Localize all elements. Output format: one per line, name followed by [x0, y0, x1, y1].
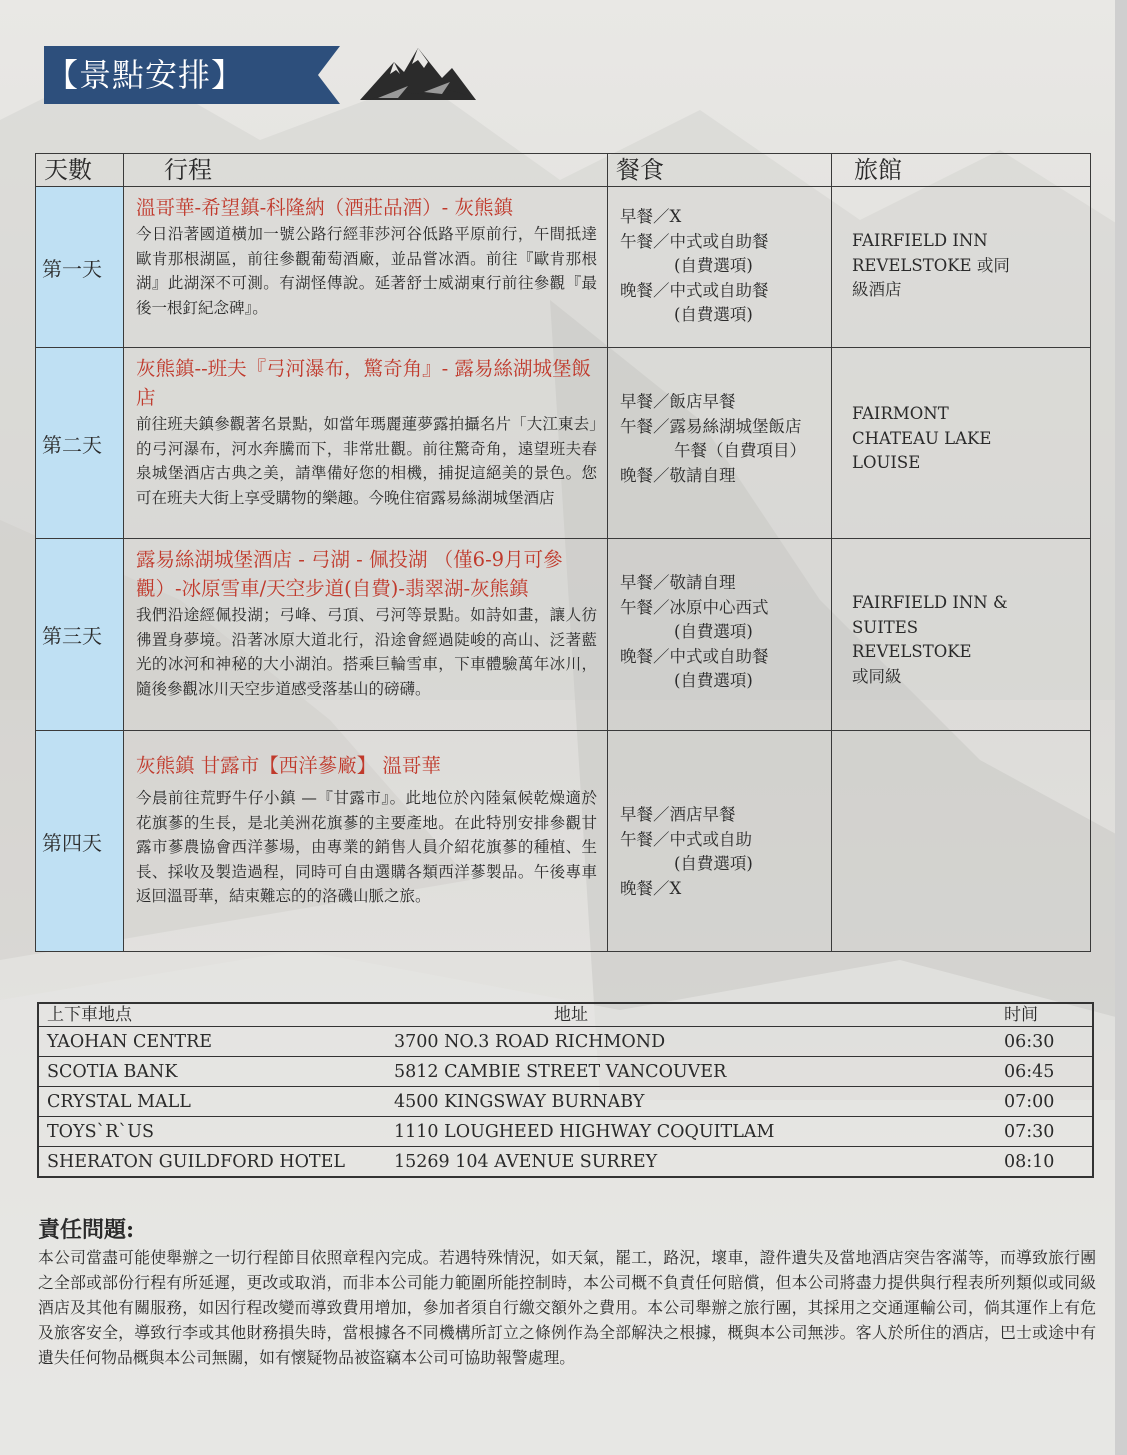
pickup-header-time: 时间 — [996, 1003, 1093, 1027]
hotel-line: CHATEAU LAKE — [852, 428, 992, 448]
day-label: 第一天 — [36, 187, 124, 348]
header-meals: 餐食 — [608, 154, 832, 187]
plan-cell — [124, 187, 608, 348]
meal-line: 午餐／中式或自助 — [620, 829, 752, 849]
pickup-header-address: 地址 — [386, 1003, 996, 1027]
meal-line: 午餐（自費項目） — [674, 441, 806, 460]
pickup-address: 15269 104 AVENUE SURREY — [386, 1147, 996, 1178]
pickup-location: TOYS`R`US — [38, 1117, 386, 1147]
meal-line: (自費選項) — [674, 305, 753, 324]
hotel-line: LOUISE — [852, 453, 921, 472]
hotel-line: FAIRFIELD INN — [852, 231, 988, 250]
pickup-location: CRYSTAL MALL — [38, 1087, 386, 1117]
pickup-row — [38, 1087, 1093, 1117]
pickup-row — [38, 1147, 1093, 1178]
meals-cell — [608, 187, 832, 348]
day-label: 第四天 — [36, 731, 124, 952]
meal-line: 早餐／敬請自理 — [620, 573, 736, 592]
pickup-time: 06:45 — [996, 1057, 1093, 1087]
meal-line: (自費選項) — [674, 256, 753, 275]
itinerary-row — [36, 187, 1091, 348]
itinerary-header-row — [36, 154, 1091, 187]
hotel-line: 級酒店 — [852, 280, 902, 299]
pickup-time: 07:30 — [996, 1117, 1093, 1147]
header-day: 天數 — [36, 154, 124, 187]
day-label: 第二天 — [36, 348, 124, 539]
pickup-time: 06:30 — [996, 1027, 1093, 1057]
pickup-address: 4500 KINGSWAY BURNABY — [386, 1087, 996, 1117]
itinerary-row — [36, 348, 1091, 539]
pickup-row — [38, 1057, 1093, 1087]
plan-cell — [124, 731, 608, 952]
section-title: 【景點安排】 — [46, 56, 245, 94]
plan-description: 我們沿途經佩投湖；弓峰、弓頂、弓河等景點。如詩如畫，讓人彷彿置身夢境。沿著冰原大道北行，沿途會經過陡峻的高山、泛著藍光的冰河和神秘的大小湖泊。搭乘巨輪雪車，下車體驗萬年冰川，隨後參觀冰川天空步道感受落基山的磅礴。 — [136, 606, 597, 698]
meal-line: 午餐／中式或自助餐 — [620, 231, 769, 251]
pickup-location: SCOTIA BANK — [38, 1057, 386, 1087]
mountain-icon — [358, 44, 478, 104]
hotel-cell — [832, 731, 1091, 952]
pickup-location: YAOHAN CENTRE — [38, 1027, 386, 1057]
meal-line: 早餐／飯店早餐 — [620, 392, 736, 411]
pickup-header-row — [38, 1003, 1093, 1027]
meal-line: (自費選項) — [674, 854, 753, 873]
meal-line: 晚餐／中式或自助餐 — [620, 280, 769, 300]
pickup-location: SHERATON GUILDFORD HOTEL — [38, 1147, 386, 1178]
pickup-row — [38, 1027, 1093, 1057]
pickup-time: 07:00 — [996, 1087, 1093, 1117]
pickup-address: 3700 NO.3 ROAD RICHMOND — [386, 1027, 996, 1057]
hotel-cell — [832, 539, 1091, 731]
itinerary-table — [35, 153, 1091, 952]
hotel-line: FAIRFIELD INN & — [852, 593, 1008, 612]
meal-line: 晚餐／中式或自助餐 — [620, 646, 769, 666]
responsibility-text: 本公司當盡可能使舉辦之一切行程節目依照章程內完成。若遇特殊情況，如天氣，罷工，路況，壞車，證件遺失及當地酒店突告客滿等，而導致旅行團之全部或部份行程有所延遲，更改或取消，而非本公司能力範圍所能控制時，本公司概不負責任何賠償，但本公司將盡力提供與行程表所列類似或同級酒店及其他有關服務，如因行程改變而導致費用增加，參加者須自行繳交額外之費用。本公司舉辦之旅行團，其採用之交通運輸公司，倘其運作上有危及旅客安全，導致行李或其他財務損失時，當根據各不同機構所訂立之條例作為全部解決之根據，概與本公司無涉。客人於所住的酒店，巴士或途中有遺失任何物品概與本公司無關，如有懷疑物品被盜竊本公司可協助報警處理。 — [38, 1248, 1096, 1367]
pickup-address: 1110 LOUGHEED HIGHWAY COQUITLAM — [386, 1117, 996, 1147]
header-hotel: 旅館 — [832, 154, 1091, 187]
hotel-line: REVELSTOKE — [852, 642, 972, 661]
plan-description: 今日沿著國道橫加一號公路行經菲莎河谷低路平原前行，午間抵達歐肯那根湖區，前往參觀葡萄酒廠，並品嘗冰酒。前往『歐肯那根湖』此湖深不可測。有湖怪傳說。延著舒士威湖東行前往參觀『最後一根釘紀念碑』。 — [136, 225, 597, 317]
hotel-line: SUITES — [852, 617, 919, 637]
plan-cell — [124, 348, 608, 539]
meal-line: 午餐／露易絲湖城堡飯店 — [620, 416, 802, 436]
hotel-line: FAIRMONT — [852, 404, 949, 423]
plan-title: 露易絲湖城堡酒店 - 弓湖 - 佩投湖 （僅6-9月可參觀）-冰原雪車/天空步道(自費)-翡翠湖-灰熊鎮 — [136, 548, 563, 600]
day-label: 第三天 — [36, 539, 124, 731]
itinerary-row — [36, 539, 1091, 731]
pickup-address: 5812 CAMBIE STREET VANCOUVER — [386, 1057, 996, 1087]
meals-cell — [608, 731, 832, 952]
plan-description: 今晨前往荒野牛仔小鎮 —『甘露市』。此地位於內陸氣候乾燥適於花旗蔘的生長，是北美洲花旗蔘的主要產地。在此特別安排參觀甘露市蔘農協會西洋蔘場，由專業的銷售人員介紹花旗蔘的種植、生長、採收及製造過程，同時可自由選購各類西洋蔘製品。午後專車返回溫哥華，結束難忘的的洛磯山脈之旅。 — [136, 789, 597, 905]
hotel-cell — [832, 187, 1091, 348]
hotel-line: REVELSTOKE 或同 — [852, 255, 1010, 275]
meal-line: 晚餐／X — [620, 878, 682, 898]
meals-cell — [608, 539, 832, 731]
meal-line: 晚餐／敬請自理 — [620, 465, 736, 485]
itinerary-row — [36, 731, 1091, 952]
hotel-line: 或同級 — [852, 666, 902, 686]
plan-description: 前往班夫鎮參觀著名景點，如當年瑪麗蓮夢露拍攝名片「大江東去」的弓河瀑布，河水奔騰而下，非常壯觀。前往驚奇角，遠望班夫春泉城堡酒店古典之美，請準備好您的相機，捕捉這絕美的景色。您可在班夫大街上享受購物的樂趣。今晚住宿露易絲湖城堡酒店 — [136, 415, 597, 507]
meal-line: (自費選項) — [674, 622, 753, 641]
header-plan: 行程 — [124, 154, 608, 187]
meals-cell — [608, 348, 832, 539]
plan-cell — [124, 539, 608, 731]
pickup-time: 08:10 — [996, 1147, 1093, 1178]
pickup-table — [37, 1002, 1094, 1178]
hotel-cell — [832, 348, 1091, 539]
pickup-header-location: 上下車地点 — [38, 1003, 386, 1027]
meal-line: (自費選項) — [674, 671, 753, 690]
meal-line: 午餐／冰原中心西式 — [620, 597, 769, 617]
plan-title: 灰熊鎮 甘露市【西洋蔘廠】 溫哥華 — [136, 754, 441, 777]
right-edge-bar — [1115, 0, 1127, 1455]
meal-line: 早餐／X — [620, 207, 682, 226]
meal-line: 早餐／酒店早餐 — [620, 805, 736, 824]
plan-title: 溫哥華-希望鎮-科隆納（酒莊品酒）- 灰熊鎮 — [136, 196, 513, 219]
pickup-row — [38, 1117, 1093, 1147]
responsibility-title: 責任問題: — [38, 1217, 135, 1243]
plan-title: 灰熊鎮--班夫『弓河瀑布，驚奇角』- 露易絲湖城堡飯店 — [136, 357, 591, 409]
